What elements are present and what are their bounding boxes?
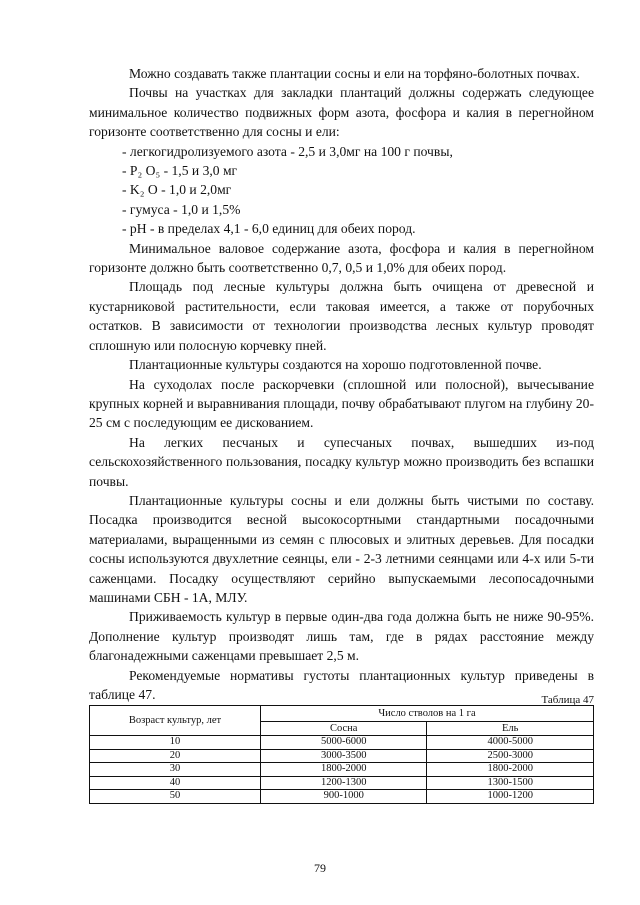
page-number: 79: [314, 861, 326, 875]
list-item: - P₂ O₅ - 1,5 и 3,0 мг: [122, 163, 238, 179]
cell-spruce: 4000-5000: [427, 736, 594, 750]
table-row: [90, 790, 594, 804]
paragraph-9: Приживаемость культур в первые один-два года должна быть не ниже 90-95%. Дополнение культур производят лишь там, где в рядах расстояние между благонадежными саженцами превышает 2,5 м.: [89, 609, 594, 664]
paragraph-10: Рекомендуемые нормативы густоты плантационных культур приведены в таблице 47.: [89, 667, 594, 702]
paragraph-3: Минимальное валовое содержание азота, фосфора и калия в перегнойном горизонте должно быть соответственно 0,7, 0,5 и 1,0% для обеих пород.: [89, 240, 594, 276]
header-pine: Сосна: [261, 722, 427, 736]
cell-spruce: 1800-2000: [427, 763, 594, 777]
paragraph-7: На легких песчаных и супесчаных почвах, вышедших из-под сельскохозяйственного пользования, посадку культур можно производить без вспашки почвы.: [89, 434, 594, 489]
table-row: [90, 736, 594, 750]
list-item: - гумуса - 1,0 и 1,5%: [122, 201, 241, 217]
list-item: - K₂ O - 1,0 и 2,0мг: [122, 182, 232, 198]
paragraph-5: Плантационные культуры создаются на хорошо подготовленной почве.: [129, 357, 542, 373]
cell-age: 50: [90, 790, 261, 804]
cell-age: 30: [90, 763, 261, 777]
cell-pine: 3000-3500: [261, 749, 427, 763]
cell-age: 20: [90, 749, 261, 763]
document-body: [89, 64, 594, 704]
table-row: [90, 763, 594, 777]
cell-spruce: 1300-1500: [427, 776, 594, 790]
header-age: Возраст культур, лет: [90, 706, 261, 736]
cell-pine: 900-1000: [261, 790, 427, 804]
paragraph-8: Плантационные культуры сосны и ели должны быть чистыми по составу. Посадка производится весной высокосортными стандартными посадочными материалами, выращенными из семян с плюсовых и элитных деревьев. Для посадки сосны используются двухлетние сеянцы, ели - 2-3 летними сеянцами или 4-х или 5-ти саженцами. Посадку осуществляют серийно выпускаемыми лесопосадочными машинами СБН - 1А, МЛУ.: [89, 492, 594, 605]
cell-spruce: 2500-3000: [427, 749, 594, 763]
paragraph-6: На суходолах после раскорчевки (сплошной или полосной), вычесывание крупных корней и выравнивания площади, почву обрабатывают плугом на глубину 20-25 см с последующим ее дискованием.: [89, 376, 594, 431]
cell-spruce: 1000-1200: [427, 790, 594, 804]
cell-pine: 5000-6000: [261, 736, 427, 750]
table-row: [90, 776, 594, 790]
table-caption: Таблица 47: [541, 694, 594, 706]
list-item: - pH - в пределах 4,1 - 6,0 единиц для обеих пород.: [122, 221, 416, 237]
density-table: [89, 705, 594, 804]
paragraph-1: Можно создавать также плантации сосны и ели на торфяно-болотных почвах.: [129, 66, 580, 81]
cell-pine: 1200-1300: [261, 776, 427, 790]
paragraph-4: Площадь под лесные культуры должна быть очищена от древесной и кустарниковой растительности, если таковая имеется, а также от порубочных остатков. В зависимости от технологии производства лесных культур проводят сплошную или полосную корчевку пней.: [89, 279, 594, 353]
list-item: - легкогидролизуемого азота - 2,5 и 3,0мг на 100 г почвы,: [122, 143, 453, 159]
header-spruce: Ель: [427, 722, 594, 736]
cell-pine: 1800-2000: [261, 763, 427, 777]
cell-age: 40: [90, 776, 261, 790]
header-stems: Число стволов на 1 га: [261, 706, 594, 722]
table-row: [90, 749, 594, 763]
cell-age: 10: [90, 736, 261, 750]
paragraph-2: Почвы на участках для закладки плантаций должны содержать следующее минимальное количество подвижных форм азота, фосфора и калия в перегнойном горизонте соответственно для сосны и ели:: [89, 85, 594, 140]
